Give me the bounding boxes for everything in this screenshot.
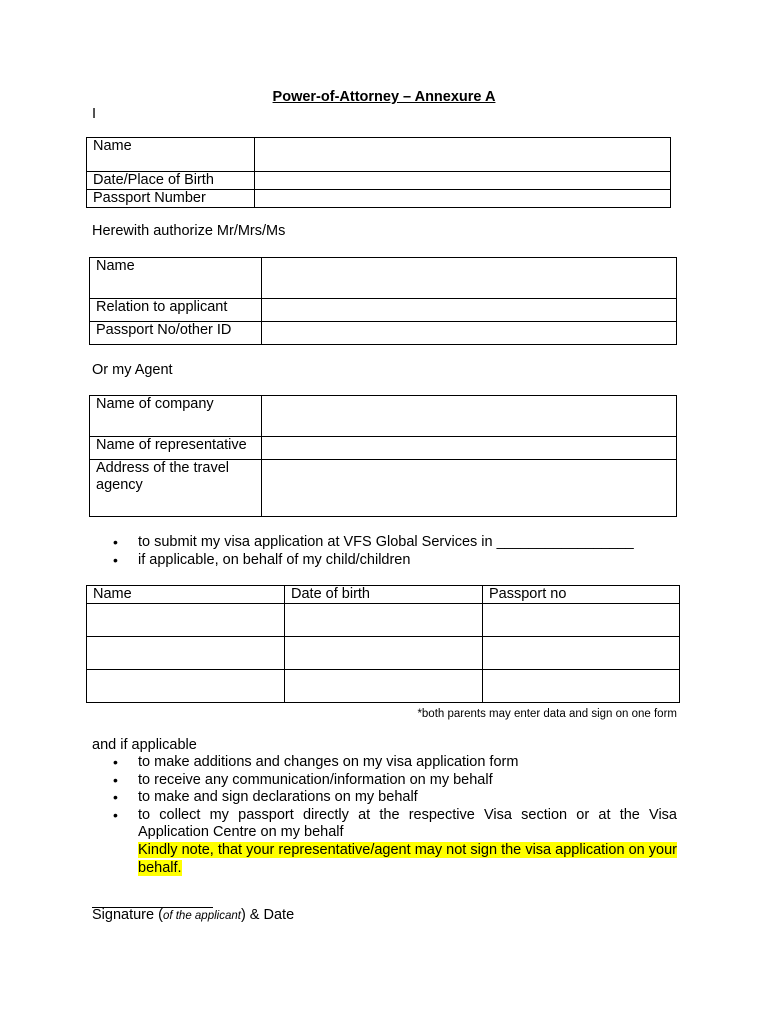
intro-word: I: [92, 106, 97, 122]
column-header-birth: Date of birth: [285, 586, 483, 604]
table-row: [87, 637, 680, 670]
child-passport-field[interactable]: [483, 670, 680, 703]
representative-table: [89, 257, 677, 345]
applicant-name-field[interactable]: [255, 138, 671, 172]
agency-address-label: Address of the travel agency: [90, 460, 262, 517]
children-note: *both parents may enter data and sign on one form: [417, 708, 677, 720]
table-row: [87, 670, 680, 703]
child-passport-field[interactable]: [483, 604, 680, 637]
applicant-passport-field[interactable]: [255, 190, 671, 208]
applicant-name-label: Name: [87, 138, 255, 172]
applicant-birth-label: Date/Place of Birth: [87, 172, 255, 190]
additional-intro: and if applicable: [92, 737, 197, 753]
representative-name-field[interactable]: [262, 258, 677, 299]
column-header-passport: Passport no: [483, 586, 680, 604]
agent-text: Or my Agent: [92, 362, 173, 378]
child-name-field[interactable]: [87, 637, 285, 670]
table-row: [87, 172, 671, 190]
table-row: [87, 190, 671, 208]
signature-prefix: Signature (: [92, 907, 163, 923]
list-item: • to collect my passport directly at the respective Visa section or at the Visa Application Centre on my behalf: [92, 807, 677, 842]
child-birth-field[interactable]: [285, 637, 483, 670]
representative-id-label: Passport No/other ID: [90, 322, 262, 345]
table-row: [87, 138, 671, 172]
applicant-passport-label: Passport Number: [87, 190, 255, 208]
representative-label: Name of representative: [90, 437, 262, 460]
representative-name-label: Name: [90, 258, 262, 299]
relation-field[interactable]: [262, 299, 677, 322]
child-name-field[interactable]: [87, 604, 285, 637]
company-name-field[interactable]: [262, 396, 677, 437]
highlight-note-block: [138, 842, 677, 877]
signature-label: [92, 907, 294, 925]
signature-italic: of the applicant: [162, 910, 241, 922]
list-item: • to receive any communication/information on my behalf: [92, 772, 677, 790]
document-title: Power-of-Attorney – Annexure A: [272, 89, 496, 105]
applicant-birth-field[interactable]: [255, 172, 671, 190]
highlight-note: Kindly note, that your representative/agent may not sign the visa application on your behalf.: [138, 842, 677, 876]
child-passport-field[interactable]: [483, 637, 680, 670]
agency-address-field[interactable]: [262, 460, 677, 517]
applicant-table: [86, 137, 671, 208]
relation-label: Relation to applicant: [90, 299, 262, 322]
table-row: [87, 604, 680, 637]
agent-table: [89, 395, 677, 517]
table-row: [90, 396, 677, 437]
child-name-field[interactable]: [87, 670, 285, 703]
representative-field[interactable]: [262, 437, 677, 460]
table-row: [90, 437, 677, 460]
child-birth-field[interactable]: [285, 604, 483, 637]
children-table: [86, 585, 680, 703]
table-header-row: [87, 586, 680, 604]
signature-suffix: ) & Date: [240, 907, 295, 923]
table-row: [90, 460, 677, 517]
list-item: • if applicable, on behalf of my child/children: [92, 552, 692, 570]
list-item: • to submit my visa application at VFS Global Services in _________________: [92, 534, 692, 552]
authorize-text: Herewith authorize Mr/Mrs/Ms: [92, 223, 286, 239]
list-item: • to make and sign declarations on my behalf: [92, 789, 677, 807]
company-name-label: Name of company: [90, 396, 262, 437]
table-row: [90, 258, 677, 299]
additional-list: [92, 754, 677, 842]
representative-id-field[interactable]: [262, 322, 677, 345]
purpose-list: [92, 534, 692, 569]
list-item: • to make additions and changes on my visa application form: [92, 754, 677, 772]
table-row: [90, 299, 677, 322]
child-birth-field[interactable]: [285, 670, 483, 703]
table-row: [90, 322, 677, 345]
column-header-name: Name: [87, 586, 285, 604]
